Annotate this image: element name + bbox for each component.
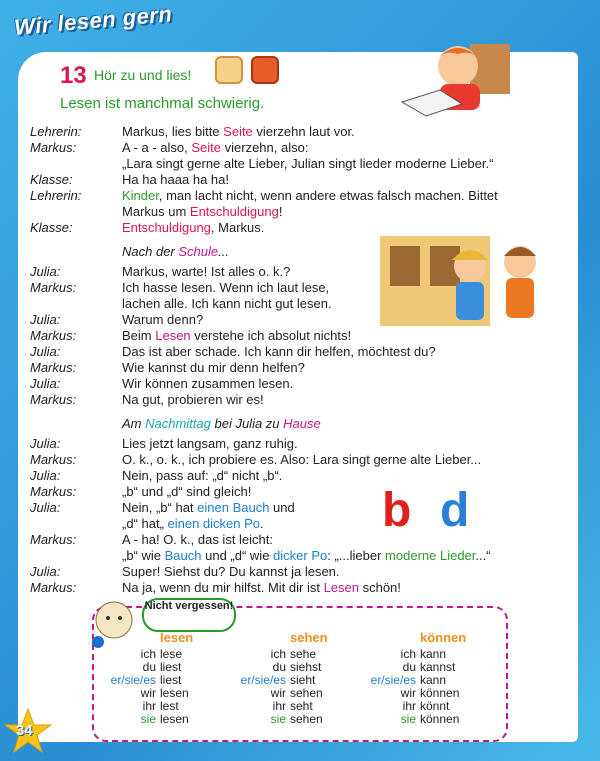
pronoun: ich: [400, 647, 416, 661]
line-text: [122, 452, 542, 468]
line-text: [122, 376, 542, 392]
verb-form: siehst: [290, 660, 322, 674]
dialogue-text: : „...lieber: [327, 548, 386, 563]
line-text: [122, 280, 542, 296]
dialogue-text: ...“: [475, 548, 491, 563]
dialogue-text: lachen alle. Ich kann nicht gut lesen.: [122, 296, 332, 311]
line-text: [122, 564, 542, 580]
mascot-icon: [92, 598, 136, 652]
dialogue-text: Wie kannst du mir denn helfen?: [122, 360, 305, 375]
highlighted-word: dicker Po: [273, 548, 328, 563]
dialogue-text: „d“ hat„: [122, 516, 168, 531]
page-title: Wir lesen gern: [13, 1, 174, 40]
svg-text:b: b: [382, 484, 412, 532]
verb-form: sehe: [290, 647, 317, 661]
speaker: Julia:: [30, 500, 61, 515]
dialogue-text: Super! Siehst du? Du kannst ja lesen.: [122, 564, 340, 579]
speaker: Markus:: [30, 360, 77, 375]
dialogue-text: Beim: [122, 328, 156, 343]
pronoun: du: [402, 660, 416, 674]
listen-icon: [215, 56, 243, 84]
line-text: [122, 360, 542, 376]
speaker: Julia:: [30, 436, 61, 451]
dialogue-text: vierzehn, also:: [221, 140, 309, 155]
speaker: Markus:: [30, 140, 77, 155]
highlighted-word: Nachmittag: [145, 416, 211, 431]
speaker: Julia:: [30, 564, 61, 579]
speaker: Julia:: [30, 312, 61, 327]
dialogue-text: , man lacht nicht, wenn andere etwas falsch machen. Bittet: [158, 188, 498, 203]
dialogue-text: „b“ wie: [122, 548, 165, 563]
highlighted-word: einen dicken Po: [167, 516, 261, 531]
dialogue-text: Nein, pass auf: „d“ nicht „b“.: [122, 468, 283, 483]
pronoun: ihr: [402, 699, 416, 713]
read-icon: [251, 56, 279, 84]
dialogue-text: A - ha! O. k., das ist leicht:: [122, 532, 274, 547]
line-text: [122, 172, 542, 188]
verb-form: kannst: [420, 660, 456, 674]
pronoun: sie: [400, 712, 416, 726]
line-text: [122, 532, 542, 548]
line-text: [122, 264, 542, 280]
pronoun: ich: [140, 647, 156, 661]
dialogue-text: Nein, „b“ hat: [122, 500, 198, 515]
line-text: [122, 580, 542, 596]
pronoun: wir: [140, 686, 156, 700]
dialogue-text: Na ja, wenn du mir hilfst. Mit dir ist: [122, 580, 324, 595]
line-text: [122, 124, 542, 140]
line-text: [122, 188, 542, 204]
speaker: Lehrerin:: [30, 188, 82, 203]
dialogue-text: Wir können zusammen lesen.: [122, 376, 294, 391]
hint-label: Nicht vergessen!: [142, 598, 236, 632]
verb-form: lese: [160, 647, 183, 661]
highlighted-word: Schule: [178, 244, 219, 259]
speaker: Klasse:: [30, 172, 73, 187]
pronoun: sie: [140, 712, 156, 726]
verb-form: kann: [420, 647, 447, 661]
svg-text:d: d: [440, 484, 470, 532]
pronoun: er/sie/es: [110, 673, 156, 687]
highlighted-word: Hause: [283, 416, 321, 431]
pronoun: ich: [270, 647, 286, 661]
dialogue-text: Markus, lies bitte: [122, 124, 224, 139]
dialogue-text: schön!: [358, 580, 401, 595]
speaker: Lehrerin:: [30, 124, 82, 139]
speaker: Klasse:: [30, 220, 73, 235]
verb-form: sehen: [290, 686, 323, 700]
reading-boy-illustration: [400, 44, 520, 122]
dialogue-text: Lies jetzt langsam, ganz ruhig.: [122, 436, 298, 451]
speaker: Julia:: [30, 468, 61, 483]
dialogue-text: Markus um: [122, 204, 190, 219]
line-text: [122, 156, 542, 172]
speaker: Julia:: [30, 344, 61, 359]
highlighted-word: Kinder: [122, 188, 159, 203]
pronoun: er/sie/es: [370, 673, 416, 687]
pronoun: ihr: [142, 699, 156, 713]
pronoun: du: [272, 660, 286, 674]
speaker: Markus:: [30, 484, 77, 499]
verb-form: liest: [160, 660, 182, 674]
speaker: Julia:: [30, 264, 61, 279]
pronoun: du: [142, 660, 156, 674]
speaker: Markus:: [30, 392, 77, 407]
verb-heading: lesen: [160, 630, 194, 645]
verb-heading: können: [420, 630, 467, 645]
line-text: [122, 344, 542, 360]
line-text: [122, 204, 542, 220]
pronoun: ihr: [272, 699, 286, 713]
line-text: [122, 484, 542, 500]
pronoun: er/sie/es: [240, 673, 286, 687]
dialogue-text: Am: [122, 416, 146, 431]
verb-form: kann: [420, 673, 447, 687]
dialogue-text: „Lara singt gerne alte Lieber, Julian singt lieder moderne Lieber.“: [122, 156, 494, 171]
dialogue-text: Ha ha haaa ha ha!: [122, 172, 229, 187]
dialogue-text: Nach der: [122, 244, 179, 259]
dialogue-text: A - a - also,: [122, 140, 192, 155]
stage-direction: [122, 416, 321, 432]
speaker: Markus:: [30, 280, 77, 295]
dialogue-text: Markus, warte! Ist alles o. k.?: [122, 264, 291, 279]
speaker: Markus:: [30, 328, 77, 343]
highlighted-word: Entschuldigung: [189, 204, 279, 219]
dialogue-text: vierzehn laut vor.: [252, 124, 355, 139]
line-text: [122, 296, 542, 312]
dialogue-text: O. k., o. k., ich probiere es. Also: Lara singt gerne alte Lieber...: [122, 452, 482, 467]
verb-heading: sehen: [290, 630, 328, 645]
line-text: [122, 220, 542, 236]
dialogue-text: ...: [218, 244, 229, 259]
verb-form: sieht: [290, 673, 316, 687]
dialogue-text: und: [269, 500, 295, 515]
speaker: Markus:: [30, 452, 77, 467]
line-text: [122, 548, 542, 564]
line-text: [122, 516, 542, 532]
speaker: Markus:: [30, 580, 77, 595]
highlighted-word: moderne Lieder: [385, 548, 476, 563]
verb-form: können: [420, 686, 460, 700]
exercise-number: 13: [60, 62, 87, 89]
verb-form: können: [420, 712, 460, 726]
dialogue-text: bei Julia zu: [210, 416, 284, 431]
highlighted-word: einen Bauch: [197, 500, 270, 515]
dialogue-text: !: [278, 204, 283, 219]
pronoun: sie: [270, 712, 286, 726]
dialogue-text: verstehe ich absolut nichts!: [190, 328, 352, 343]
highlighted-word: Seite: [191, 140, 222, 155]
line-text: [122, 468, 542, 484]
verb-form: lest: [160, 699, 179, 713]
highlighted-word: Lesen: [155, 328, 191, 343]
highlighted-word: Entschuldigung: [122, 220, 211, 235]
line-text: [122, 500, 542, 516]
speaker: Markus:: [30, 532, 77, 547]
pronoun: wir: [270, 686, 286, 700]
verb-form: könnt: [420, 699, 450, 713]
verb-form: seht: [290, 699, 313, 713]
highlighted-word: Seite: [223, 124, 253, 139]
dialogue-text: Na gut, probieren wir es!: [122, 392, 264, 407]
verb-form: liest: [160, 673, 182, 687]
dialogue-text: , Markus.: [210, 220, 265, 235]
line-text: [122, 312, 542, 328]
dialogue-text: und „d“ wie: [201, 548, 274, 563]
exercise-subtitle: Lesen ist manchmal schwierig.: [60, 95, 265, 112]
speaker: Julia:: [30, 376, 61, 391]
verb-form: sehen: [290, 712, 323, 726]
page-number: 34: [16, 722, 33, 739]
line-text: [122, 392, 542, 408]
verb-form: lesen: [160, 712, 189, 726]
dialogue-text: .: [260, 516, 264, 531]
dialogue-text: Warum denn?: [122, 312, 204, 327]
verb-form: lesen: [160, 686, 189, 700]
line-text: [122, 328, 542, 344]
dialogue-text: Das ist aber schade. Ich kann dir helfen, möchtest du?: [122, 344, 436, 359]
stage-direction: [122, 244, 229, 260]
highlighted-word: Lesen: [323, 580, 359, 595]
line-text: [122, 436, 542, 452]
dialogue-text: „b“ und „d“ sind gleich!: [122, 484, 252, 499]
dialogue-text: Ich hasse lesen. Wenn ich laut lese,: [122, 280, 330, 295]
pronoun: wir: [400, 686, 416, 700]
line-text: [122, 140, 542, 156]
highlighted-word: Bauch: [164, 548, 202, 563]
exercise-instruction: Hör zu und lies!: [94, 67, 192, 83]
